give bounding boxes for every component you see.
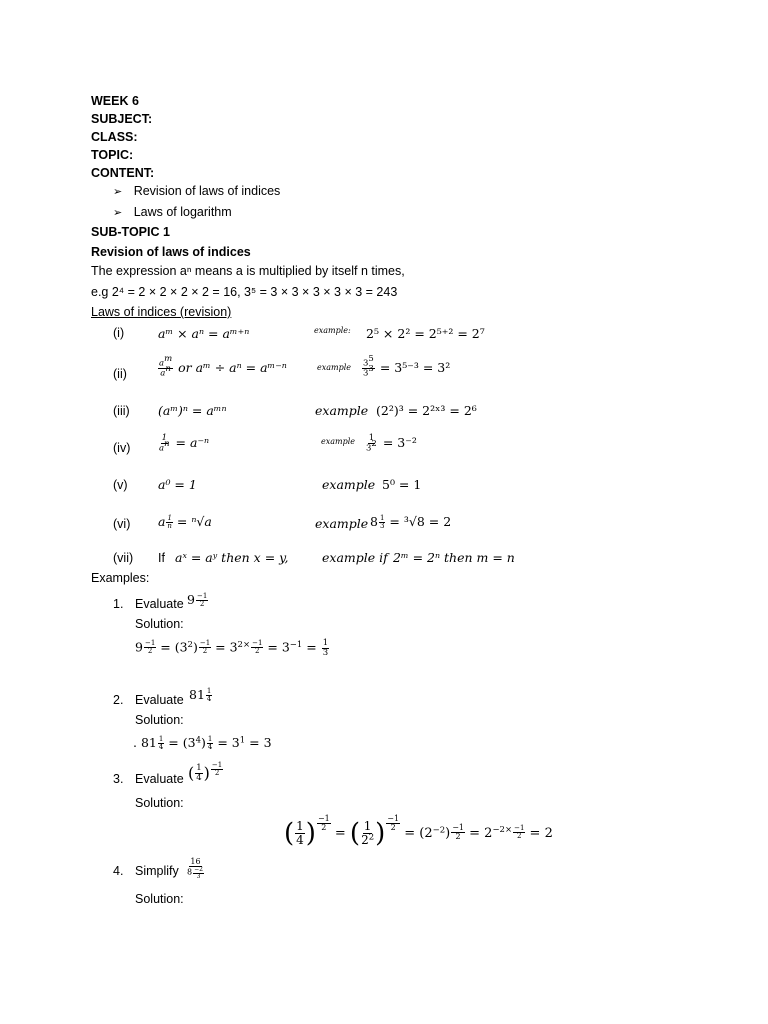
- content-item-label: Laws of logarithm: [133, 205, 232, 219]
- example-line: e.g 2⁴ = 2 × 2 × 2 × 2 = 16, 3⁵ = 3 × 3 × 3 × 3 × 3 = 243: [91, 285, 398, 299]
- law-rule: [157, 354, 287, 379]
- example-label: Simplify: [135, 864, 179, 878]
- law-rule: a $\frac{1}{n}$ = ⁿ√a: [158, 513, 212, 530]
- law-rule-tail: = a⁻ⁿ: [175, 434, 210, 450]
- topic-label: TOPIC:: [91, 148, 134, 162]
- law-number: (iii): [113, 404, 130, 418]
- content-item: [113, 184, 280, 199]
- class-label: CLASS:: [91, 130, 138, 144]
- solution-label: Solution:: [135, 713, 184, 727]
- intro-line: The expression aⁿ means a is multiplied by itself n times,: [91, 264, 405, 278]
- example-expression: 81 $\frac{1}{4}$: [189, 686, 212, 703]
- law-example-word: example:: [314, 326, 351, 335]
- law-rule: (aᵐ)ⁿ = aᵐⁿ: [158, 403, 227, 418]
- exponent-1-over-n: $\frac{1}{n}$: [167, 513, 172, 530]
- law-number: (ii): [113, 367, 127, 381]
- law-example-tail: = ³√8 = 2: [389, 514, 452, 529]
- law-example-tail: = 3⁵⁻³ = 3²: [379, 360, 451, 376]
- subtopic-title: Revision of laws of indices: [91, 245, 251, 259]
- arrow-bullet-icon: ➢: [113, 185, 123, 198]
- solution-label: Solution:: [135, 617, 184, 631]
- law-example-word: example: [322, 477, 376, 492]
- example-number: 3.: [113, 772, 124, 786]
- fraction-am-over-an: $\frac{a^m}{a^n}$: [159, 354, 173, 379]
- fraction-1-over-3-squared: $\frac{1}{3^2}$: [366, 433, 377, 454]
- law-number: (v): [113, 478, 128, 492]
- law-rule-prefix: If: [158, 551, 165, 565]
- example-label: Evaluate: [135, 772, 184, 786]
- law-example: 5⁰ = 1: [382, 477, 422, 492]
- law-example: [364, 434, 417, 453]
- example-number: 4.: [113, 864, 124, 878]
- law-example-word: example if: [322, 550, 388, 565]
- law-number: (i): [113, 326, 125, 340]
- content-label: CONTENT:: [91, 166, 155, 180]
- law-rule: aˣ = aʸ then x = y,: [175, 550, 289, 565]
- law-number: (vii): [113, 551, 134, 565]
- arrow-bullet-icon: ➢: [113, 206, 123, 219]
- examples-heading: Examples:: [91, 571, 150, 585]
- example-number: 2.: [113, 693, 124, 707]
- law-rule-tail: or aᵐ ÷ aⁿ = aᵐ⁻ⁿ: [178, 360, 287, 376]
- solution-math: . 81 $\frac{1}{4}$ = $(3^4)$ $\frac{1}{4}$ = $3^1 = 3$: [133, 734, 272, 751]
- subtopic-label: SUB-TOPIC 1: [91, 225, 170, 239]
- content-item: [113, 205, 232, 220]
- law-rule: aᵐ × aⁿ = aᵐ⁺ⁿ: [158, 326, 250, 341]
- exponent-minus-half: $\frac{-1}{2}$: [196, 591, 208, 608]
- content-item-label: Revision of laws of indices: [133, 184, 281, 198]
- solution-math: 9 $\frac{-1}{2}$ = $(3^2)$ $\frac{-1}{2}$ = $3^{2\times \frac{-1}{2}}$ = $3^{-1}$ = $\frac{1}{3}$: [135, 638, 329, 658]
- solution-label: Solution:: [135, 796, 184, 810]
- law-example-tail: = 3⁻²: [382, 434, 417, 450]
- law-example: [361, 354, 451, 379]
- law-example: 2ᵐ = 2ⁿ then m = n: [393, 550, 515, 565]
- law-example-word: example: [315, 516, 369, 531]
- week-label: WEEK 6: [91, 94, 139, 108]
- subject-label: SUBJECT:: [91, 112, 153, 126]
- fraction-3-5-over-3-3: $\frac{3^5}{3^3}$: [363, 354, 374, 379]
- exponent-1-over-3: $\frac{1}{3}$: [379, 513, 385, 530]
- example-number: 1.: [113, 597, 124, 611]
- example-expression: 9 $\frac{-1}{2}$: [187, 591, 208, 608]
- example-label: Evaluate: [135, 597, 184, 611]
- laws-heading: Laws of indices (revision): [91, 305, 232, 319]
- law-example: (2²)³ = 2²ˣ³ = 2⁶: [376, 403, 477, 418]
- law-rule: [157, 434, 209, 453]
- law-example-word: example: [321, 437, 356, 446]
- law-example-word: example: [315, 403, 369, 418]
- law-rule: a⁰ = 1: [158, 477, 197, 492]
- law-rule-tail: = ⁿ√a: [176, 514, 212, 529]
- law-example: 8 $\frac{1}{3}$ = ³√8 = 2: [370, 513, 452, 530]
- law-number: (vi): [113, 517, 131, 531]
- solution-math: ( $\frac{1}{4}$ ) $\frac{-1}{2}$ = ( $\frac{1}{2^2}$ ) $\frac{-1}{2}$ = $(2^{-2})$ $\frac{-1}{2}$ = $2^{-2\times \frac{-1}{2}}$ = 2: [284, 814, 553, 849]
- law-number: (iv): [113, 441, 131, 455]
- fraction-1-over-an: $\frac{1}{a^n}$: [159, 433, 170, 454]
- example-expression: 16 8 $\frac{-2}{3}$: [187, 857, 203, 880]
- law-example: 2⁵ × 2² = 2⁵⁺² = 2⁷: [366, 326, 485, 341]
- example-expression: ( $\frac{1}{4}$ ) $\frac{-1}{2}$: [188, 761, 223, 783]
- law-example-word: example: [317, 363, 352, 372]
- solution-label: Solution:: [135, 892, 184, 906]
- example-label: Evaluate: [135, 693, 184, 707]
